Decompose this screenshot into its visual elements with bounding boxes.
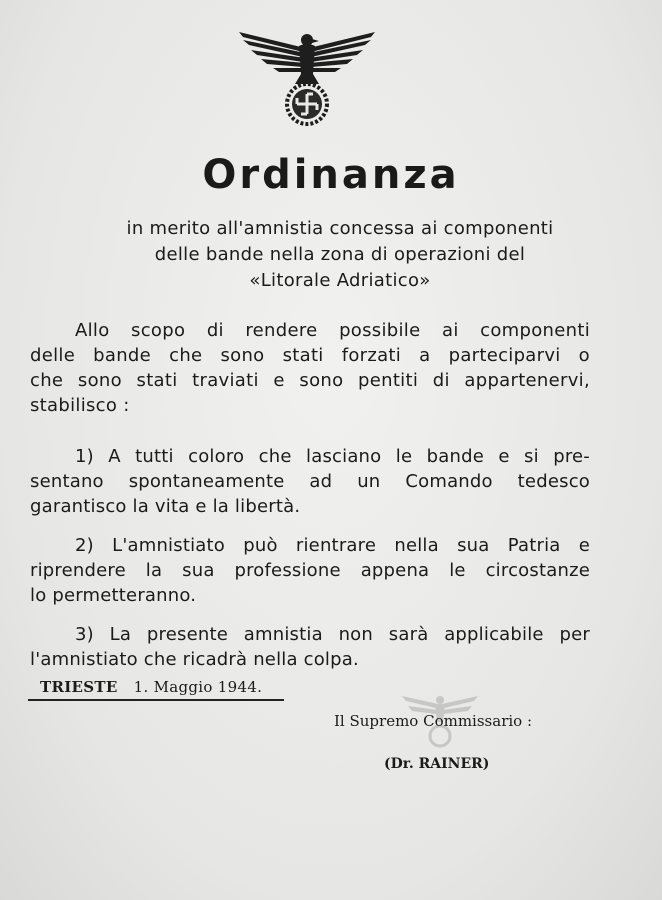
dateline — [28, 678, 284, 701]
date: 1. Maggio 1944. — [133, 678, 263, 696]
point-line: riprendere la sua professione appena le circostanze — [30, 560, 590, 581]
intro-line: stabilisco : — [30, 395, 130, 416]
point-3 — [30, 622, 590, 672]
subtitle-line: «Litorale Adriatico» — [249, 270, 431, 291]
point-2 — [30, 533, 590, 608]
signatory-name: (Dr. RAINER) — [384, 756, 490, 772]
eagle-emblem-icon — [233, 28, 381, 128]
point-line: l'amnistiato che ricadrà nella colpa. — [30, 649, 359, 670]
place: TRIESTE — [40, 678, 118, 696]
intro-line: che sono stati traviati e sono pentiti di appartenervi, — [30, 370, 590, 391]
intro-line: delle bande che sono stati forzati a parteciparvi o — [30, 345, 590, 366]
subtitle — [60, 216, 620, 294]
point-line: garantisco la vita e la libertà. — [30, 496, 301, 517]
intro-line: Allo scopo di rendere possibile ai componenti — [75, 320, 590, 341]
page-title: Ordinanza — [202, 152, 460, 198]
signatory-title: Il Supremo Commissario : — [334, 712, 533, 730]
point-line: lo permetteranno. — [30, 585, 197, 606]
point-1 — [30, 444, 590, 519]
point-line: sentano spontaneamente ad un Comando tedesco — [30, 471, 590, 492]
subtitle-line: delle bande nella zona di operazioni del — [154, 244, 526, 265]
point-line: 3) La presente amnistia non sarà applicabile per — [75, 624, 590, 645]
subtitle-line: in merito all'amnistia concessa ai componenti — [126, 218, 554, 239]
point-line: 2) L'amnistiato può rientrare nella sua Patria e — [75, 535, 590, 556]
intro-paragraph — [30, 318, 590, 418]
point-line: 1) A tutti coloro che lasciano le bande e si pre- — [75, 446, 590, 467]
